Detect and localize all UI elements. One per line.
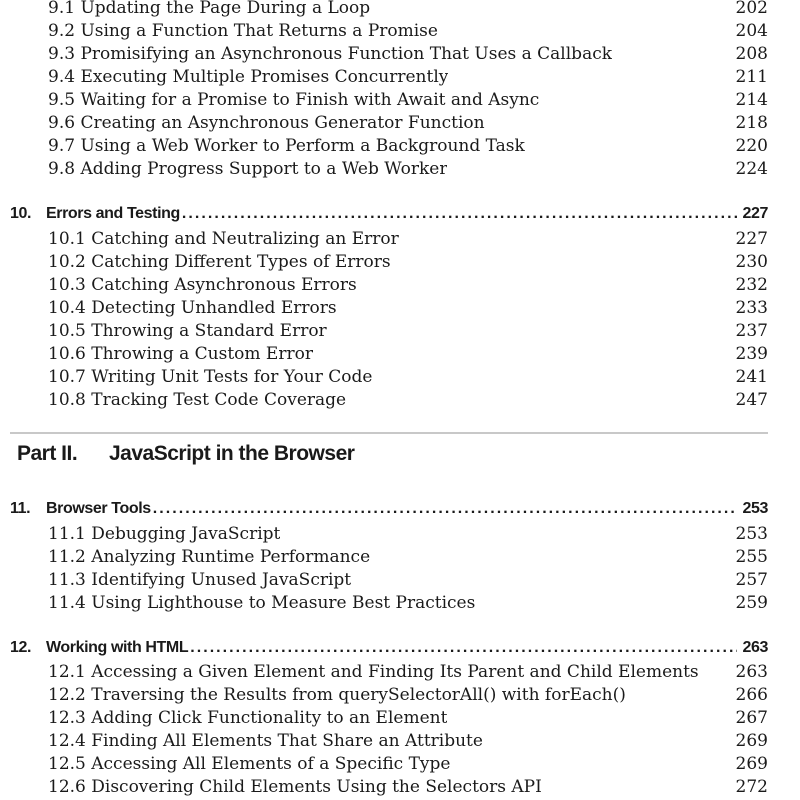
entry-title: 10.3 Catching Asynchronous Errors [48, 275, 357, 295]
dot-leader [182, 203, 737, 225]
toc-entry[interactable] [48, 684, 768, 706]
entry-page: 224 [735, 159, 768, 179]
entry-title: 9.6 Creating an Asynchronous Generator Function [48, 113, 485, 133]
toc-entry[interactable] [48, 251, 768, 273]
entry-page: 214 [735, 90, 768, 110]
entry-page: 218 [735, 113, 768, 133]
toc-entry[interactable] [48, 320, 768, 342]
toc-entry[interactable] [48, 730, 768, 752]
entry-page: 255 [735, 547, 768, 567]
entry-title: 12.3 Adding Click Functionality to an Element [48, 708, 448, 728]
toc-entry[interactable] [48, 569, 768, 591]
toc-entry[interactable] [48, 592, 768, 614]
entry-title: 12.2 Traversing the Results from querySelectorAll() with forEach() [48, 685, 626, 705]
entry-title: 11.3 Identifying Unused JavaScript [48, 570, 352, 590]
toc-entry[interactable] [48, 707, 768, 729]
entry-page: 211 [735, 67, 768, 87]
part-heading[interactable] [17, 439, 354, 469]
toc-entry[interactable] [48, 366, 768, 388]
entry-page: 266 [735, 685, 768, 705]
toc-entry[interactable] [48, 158, 768, 180]
entry-page: 267 [735, 708, 768, 728]
toc-entry[interactable] [48, 43, 768, 65]
entry-title: 12.6 Discovering Child Elements Using the Selectors API [48, 777, 542, 797]
entry-page: 257 [735, 570, 768, 590]
toc-entry[interactable] [48, 661, 768, 683]
entry-title: 12.5 Accessing All Elements of a Specific Type [48, 754, 451, 774]
entry-title: 9.7 Using a Web Worker to Perform a Background Task [48, 136, 525, 156]
entry-page: 237 [735, 321, 768, 341]
entry-title: 10.2 Catching Different Types of Errors [48, 252, 391, 272]
entry-page: 233 [735, 298, 768, 318]
chapter-title: Working with HTML [46, 639, 189, 656]
toc-entry[interactable] [48, 20, 768, 42]
toc-entry[interactable] [48, 228, 768, 250]
toc-entry[interactable] [48, 0, 768, 19]
chapter-heading-11[interactable] [10, 498, 768, 520]
part-divider [10, 432, 768, 434]
part-title: JavaScript in the Browser [109, 442, 355, 465]
entry-title: 10.8 Tracking Test Code Coverage [48, 390, 347, 410]
entry-title: 11.2 Analyzing Runtime Performance [48, 547, 371, 567]
entry-title: 10.5 Throwing a Standard Error [48, 321, 327, 341]
entry-title: 10.4 Detecting Unhandled Errors [48, 298, 337, 318]
chapter-page: 263 [742, 639, 768, 656]
entry-title: 12.1 Accessing a Given Element and Finding Its Parent and Child Elements [48, 662, 699, 682]
entry-title: 11.4 Using Lighthouse to Measure Best Practices [48, 593, 476, 613]
toc-entry[interactable] [48, 112, 768, 134]
entry-page: 204 [735, 21, 768, 41]
entry-title: 12.4 Finding All Elements That Share an Attribute [48, 731, 483, 751]
toc-entry[interactable] [48, 523, 768, 545]
entry-page: 241 [735, 367, 768, 387]
entry-title: 9.5 Waiting for a Promise to Finish with Await and Async [48, 90, 540, 110]
entry-page: 239 [735, 344, 768, 364]
entry-page: 227 [735, 229, 768, 249]
entry-title: 10.7 Writing Unit Tests for Your Code [48, 367, 373, 387]
entry-page: 269 [735, 731, 768, 751]
chapter-number: 10. [10, 205, 32, 222]
entry-page: 263 [735, 662, 768, 682]
chapter-title: Errors and Testing [46, 205, 180, 222]
toc-entry[interactable] [48, 66, 768, 88]
part-label: Part II. [17, 442, 78, 465]
toc-entry[interactable] [48, 389, 768, 411]
chapter-number: 12. [10, 639, 32, 656]
entry-title: 10.6 Throwing a Custom Error [48, 344, 313, 364]
chapter-page: 253 [742, 500, 768, 517]
chapter-title: Browser Tools [46, 500, 151, 517]
chapter-heading-10[interactable] [10, 203, 768, 225]
entry-title: 10.1 Catching and Neutralizing an Error [48, 229, 399, 249]
entry-page: 253 [735, 524, 768, 544]
entry-title: 11.1 Debugging JavaScript [48, 524, 281, 544]
entry-page: 259 [735, 593, 768, 613]
entry-title: 9.3 Promisifying an Asynchronous Function That Uses a Callback [48, 44, 613, 64]
dot-leader [153, 498, 737, 520]
entry-page: 202 [735, 0, 768, 18]
toc-entry[interactable] [48, 274, 768, 296]
entry-page: 247 [735, 390, 768, 410]
toc-entry[interactable] [48, 135, 768, 157]
entry-page: 269 [735, 754, 768, 774]
entry-title: 9.2 Using a Function That Returns a Promise [48, 21, 438, 41]
dot-leader [190, 637, 736, 659]
toc-entry[interactable] [48, 546, 768, 568]
entry-page: 232 [735, 275, 768, 295]
entry-title: 9.1 Updating the Page During a Loop [48, 0, 371, 18]
entry-title: 9.8 Adding Progress Support to a Web Worker [48, 159, 448, 179]
chapter-number: 11. [10, 500, 31, 517]
toc-entry[interactable] [48, 753, 768, 775]
toc-entry[interactable] [48, 776, 768, 798]
entry-page: 230 [735, 252, 768, 272]
chapter-heading-12[interactable] [10, 637, 768, 659]
toc-entry[interactable] [48, 89, 768, 111]
entry-title: 9.4 Executing Multiple Promises Concurrently [48, 67, 449, 87]
entry-page: 272 [735, 777, 768, 797]
entry-page: 208 [735, 44, 768, 64]
toc-entry[interactable] [48, 297, 768, 319]
entry-page: 220 [735, 136, 768, 156]
chapter-page: 227 [742, 205, 768, 222]
toc-entry[interactable] [48, 343, 768, 365]
